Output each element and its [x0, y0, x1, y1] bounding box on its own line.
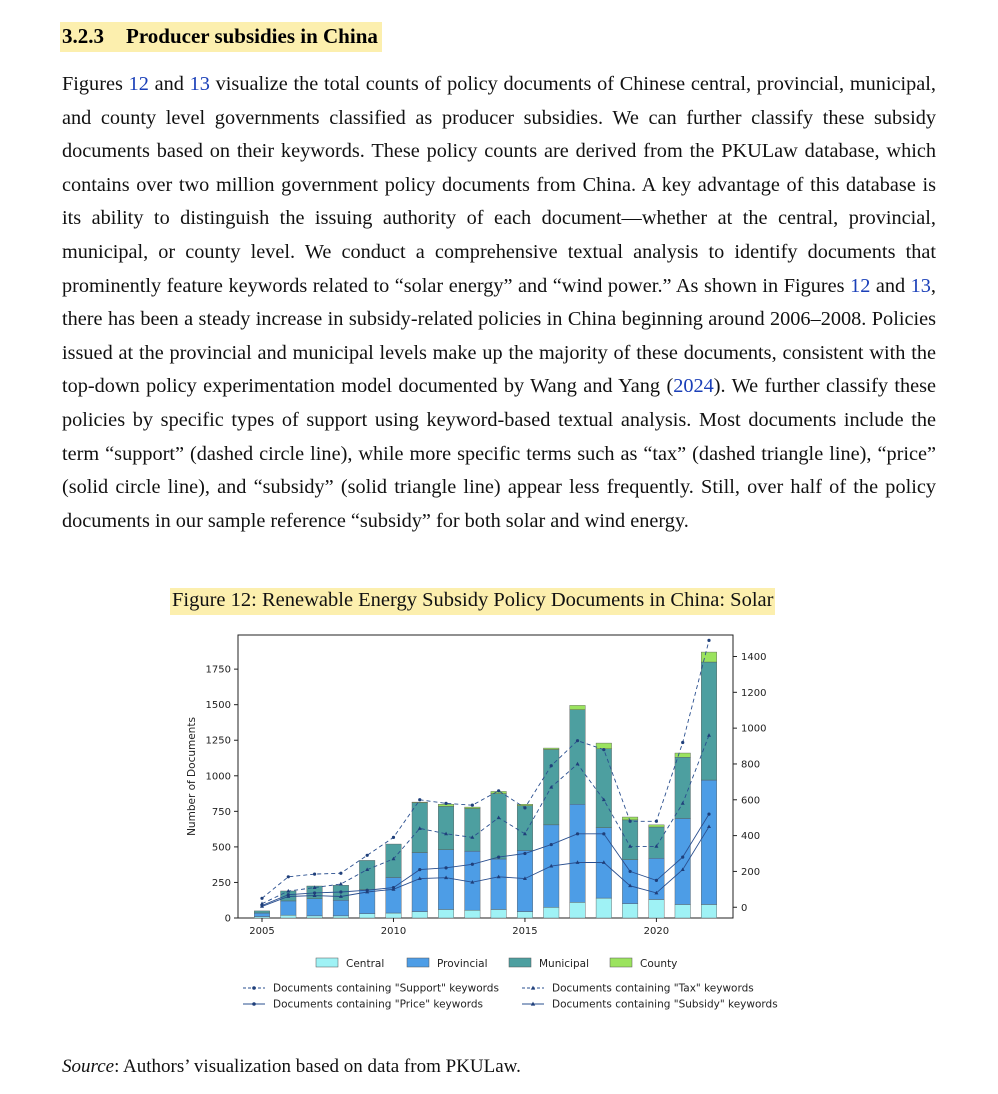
text-run: and [870, 274, 911, 297]
y-tick-label-1500: 1500 [205, 700, 231, 712]
bar-central-2018 [596, 898, 612, 918]
line-point-1-2008 [339, 882, 343, 886]
text-run: ). We further classify these policies by specific types of support using keyword-based textual analysis. Most documents include the term “support” (dashed circle line), while more specific terms such as “tax” (dashed triangle line), “price” (solid circle line), and “subsidy” (solid triangle line) appear less frequently. Still, over half of the policy documents in our sample reference “subsidy” for both solar and wind energy. [62, 375, 937, 532]
figure-ref-link[interactable]: 12 [850, 274, 871, 297]
line-point-2-2021 [681, 856, 684, 859]
legend-line-label-2: Documents containing "Tax" keywords [552, 982, 754, 995]
bar-central-2014 [491, 909, 507, 918]
x-tick-label-2010: 2010 [380, 926, 407, 937]
bar-provincial-2014 [491, 859, 507, 909]
bar-provincial-2017 [570, 804, 586, 902]
line-point-2-2013 [471, 863, 474, 866]
chart-container [150, 625, 850, 1025]
legend-swatch-central [316, 958, 338, 967]
line-point-2-2017 [576, 832, 579, 835]
line-series-2 [262, 814, 709, 905]
y2-tick-label-1000: 1000 [741, 723, 767, 735]
legend-line-label-3: Documents containing "Subsidy" keywords [552, 998, 778, 1011]
line-point-0-2020 [655, 820, 658, 823]
bar-county-2021 [675, 753, 691, 757]
bar-provincial-2022 [701, 780, 717, 904]
figure-ref-link[interactable]: 12 [128, 73, 149, 95]
legend-marker-0 [252, 986, 256, 990]
line-point-0-2007 [313, 873, 316, 876]
line-point-0-2021 [681, 741, 684, 744]
bar-municipal-2021 [675, 757, 691, 818]
text-run: and [148, 73, 190, 95]
bar-central-2022 [701, 904, 717, 918]
y2-tick-label-400: 400 [741, 831, 761, 843]
text-run: visualize the total counts of policy documents of Chinese central, provincial, municipal, and county level governments classified as producer subsidies. We can further classify these subsidy documents based on their keywords. These policy counts are derived from the PKULaw database, which contains over two million government policy documents from China. A key advantage of this database is its ability to distinguish the issuing authority of each document—whether at the central, provincial, municipal, or county level. We conduct a comprehensive textual analysis to identify documents that prominently feature keywords related to “solar energy” and “wind power.” As shown in Figures [62, 73, 936, 297]
line-point-2-2008 [339, 890, 342, 893]
y2-tick-label-1400: 1400 [741, 651, 767, 663]
line-point-0-2014 [497, 789, 500, 792]
bar-provincial-2010 [386, 877, 402, 913]
bar-municipal-2013 [465, 808, 481, 851]
line-point-2-2014 [497, 856, 500, 859]
x-tick-label-2015: 2015 [512, 926, 538, 937]
y2-tick-label-200: 200 [741, 866, 761, 878]
bar-provincial-2012 [438, 850, 454, 910]
line-point-0-2017 [576, 739, 579, 742]
bar-central-2013 [465, 910, 481, 918]
y-tick-label-1750: 1750 [205, 664, 231, 676]
bar-municipal-2017 [570, 710, 586, 805]
bar-central-2015 [517, 912, 533, 918]
y-tick-label-500: 500 [211, 842, 231, 854]
legend-label-municipal: Municipal [539, 958, 589, 970]
y-tick-label-250: 250 [211, 877, 231, 889]
y2-tick-label-600: 600 [741, 795, 761, 807]
y-tick-label-750: 750 [211, 806, 231, 818]
y-tick-label-1250: 1250 [205, 735, 231, 747]
bar-municipal-2019 [622, 820, 638, 860]
x-tick-label-2005: 2005 [249, 926, 275, 937]
y2-tick-label-1200: 1200 [741, 687, 767, 699]
bar-central-2021 [675, 904, 691, 918]
body-paragraph [62, 68, 936, 538]
line-point-0-2019 [629, 820, 632, 823]
legend-line-label-1: Documents containing "Price" keywords [273, 998, 484, 1011]
y2-tick-label-800: 800 [741, 759, 761, 771]
bar-county-2019 [622, 817, 638, 820]
bar-municipal-2020 [649, 827, 665, 858]
bar-provincial-2006 [281, 901, 297, 915]
legend-marker-1 [252, 1002, 256, 1006]
bar-central-2016 [543, 907, 559, 918]
bar-provincial-2007 [307, 899, 323, 916]
bar-county-2020 [649, 825, 665, 827]
line-point-0-2006 [287, 875, 290, 878]
text-run: , there has been a steady increase in subsidy-related policies in China beginning around 2006–2008. Policies issued at the provincial and municipal levels make up the majority of these documents, consistent with the top-down policy experimentation model documented by Wang and Yang ( [62, 274, 936, 398]
section-heading [60, 22, 382, 52]
line-point-2-2020 [655, 879, 658, 882]
line-point-2-2022 [707, 813, 710, 816]
line-point-0-2013 [471, 804, 474, 807]
line-series-1 [262, 735, 709, 903]
bar-county-2018 [596, 743, 612, 749]
bar-central-2017 [570, 902, 586, 918]
bar-central-2011 [412, 912, 428, 918]
bar-municipal-2005 [254, 911, 270, 913]
line-point-0-2011 [418, 798, 421, 801]
line-point-0-2012 [444, 802, 447, 805]
line-point-0-2008 [339, 872, 342, 875]
line-point-0-2018 [602, 748, 605, 751]
line-point-2-2015 [523, 852, 526, 855]
figure-ref-link[interactable]: 13 [910, 274, 931, 297]
section-title: Producer subsidies in China [126, 24, 378, 48]
section-number: 3.2.3 [62, 24, 104, 48]
source-label: Source [62, 1056, 115, 1077]
bar-central-2005 [254, 917, 270, 918]
legend-label-county: County [640, 958, 678, 970]
bar-county-2017 [570, 705, 586, 709]
bar-county-2016 [543, 748, 559, 749]
legend-line-label-0: Documents containing "Support" keywords [273, 982, 499, 995]
stacked-bar-line-chart [150, 625, 850, 1025]
bar-central-2008 [333, 916, 349, 918]
line-series-0 [262, 640, 709, 898]
bar-provincial-2019 [622, 860, 638, 904]
legend-swatch-county [610, 958, 632, 967]
line-point-0-2005 [260, 897, 263, 900]
bar-municipal-2015 [517, 806, 533, 851]
bar-county-2011 [412, 802, 428, 803]
figure-caption: Figure 12: Renewable Energy Subsidy Policy Documents in China: Solar [170, 588, 775, 615]
bar-central-2019 [622, 904, 638, 918]
line-point-0-2009 [366, 854, 369, 857]
x-tick-label-2020: 2020 [643, 926, 670, 937]
bar-municipal-2022 [701, 662, 717, 780]
line-point-2-2011 [418, 868, 421, 871]
y2-tick-label-0: 0 [741, 902, 748, 914]
line-point-2-2018 [602, 832, 605, 835]
bar-municipal-2018 [596, 749, 612, 828]
line-point-2-2016 [550, 843, 553, 846]
bar-county-2013 [465, 807, 481, 808]
bar-provincial-2008 [333, 900, 349, 916]
bar-central-2010 [386, 913, 402, 918]
figure-ref-link[interactable]: 13 [189, 73, 210, 95]
bar-central-2012 [438, 909, 454, 918]
y-tick-label-1000: 1000 [205, 771, 231, 783]
source-note [62, 1056, 521, 1078]
bar-municipal-2014 [491, 794, 507, 859]
line-point-0-2010 [392, 836, 395, 839]
bar-central-2007 [307, 916, 323, 918]
line-point-0-2015 [523, 806, 526, 809]
line-point-0-2016 [550, 764, 553, 767]
line-series-3 [262, 827, 709, 907]
bar-provincial-2011 [412, 853, 428, 912]
bar-municipal-2012 [438, 806, 454, 849]
legend-swatch-municipal [509, 958, 531, 967]
text-run: Figures [62, 73, 129, 95]
y-tick-label-0: 0 [224, 913, 231, 925]
bar-central-2009 [359, 914, 375, 918]
citation-year-link[interactable]: 2024 [673, 375, 714, 398]
bar-municipal-2009 [359, 860, 375, 889]
line-point-2-2019 [629, 870, 632, 873]
y-axis-label: Number of Documents [186, 717, 198, 836]
bar-provincial-2005 [254, 913, 270, 917]
bar-central-2020 [649, 900, 665, 918]
bar-central-2006 [281, 915, 297, 918]
source-text: : Authors’ visualization based on data from PKULaw. [114, 1056, 521, 1077]
bar-provincial-2015 [517, 850, 533, 911]
legend-label-provincial: Provincial [437, 958, 488, 970]
line-point-0-2022 [707, 639, 710, 642]
line-point-2-2012 [444, 866, 447, 869]
legend-swatch-provincial [407, 958, 429, 967]
legend-label-central: Central [346, 958, 385, 970]
